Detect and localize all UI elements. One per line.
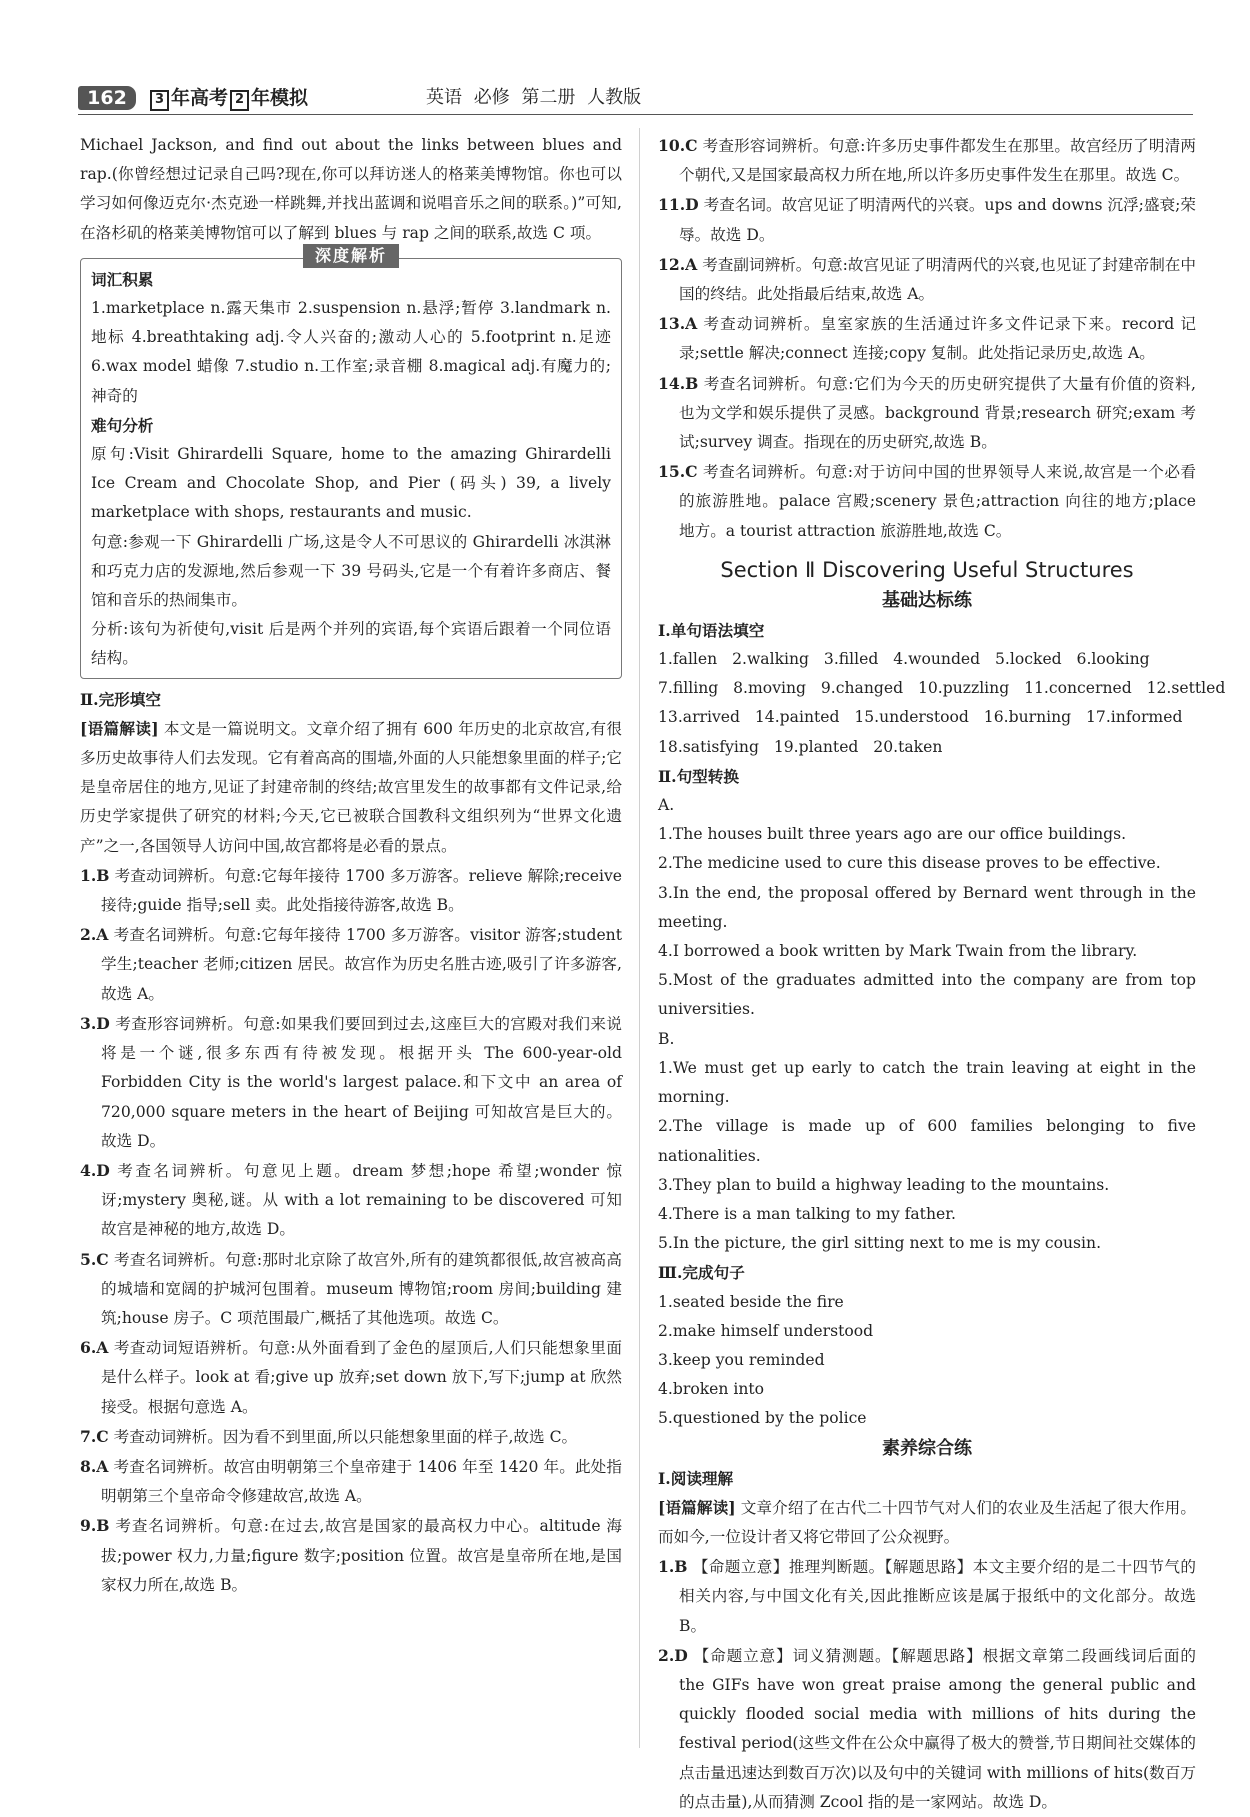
fill-row: 7.filling 8.moving 9.changed 10.puzzling 11.concerned 12.settled — [658, 679, 1226, 698]
complete-item: 4.broken into — [658, 1380, 765, 1399]
answer-number: 2.D — [658, 1645, 688, 1665]
sentence-item: 1.The houses built three years ago are our office buildings. — [658, 825, 1127, 844]
intro-paragraph: Michael Jackson, and find out about the links between blues and rap.(你曾经想过记录自己吗?现在,你可以拜访迷人的格莱美博物馆。你也可以学习如何像迈克尔·杰克逊一样跳舞,并找出蓝调和说唱音乐之间的联系。)”可知,在洛杉矶的格莱美博物馆可以了解到 blues 与 rap 之间的联系,故选 C 项。 — [80, 136, 622, 242]
answer-number: 8.A — [80, 1456, 109, 1476]
answer-text: 考查名词辨析。故宫由明朝第三个皇帝建于 1406 年至 1420 年。此处指明朝第三个皇帝命令修建故宫,故选 A。 — [101, 1457, 622, 1506]
box-title: 深度解析 — [303, 244, 399, 268]
answer-number: 11.D — [658, 195, 699, 215]
cloze-intro — [80, 714, 622, 861]
sentence-item: 2.The medicine used to cure this disease proves to be effective. — [658, 854, 1161, 873]
answer-number: 7.C — [80, 1426, 109, 1446]
answer-number: 10.C — [658, 136, 698, 155]
answer-number: 1.B — [658, 1557, 688, 1577]
answer-item — [658, 250, 1196, 309]
fill-row: 1.fallen 2.walking 3.filled 4.wounded 5.locked 6.looking — [658, 650, 1150, 669]
answer-item — [658, 190, 1196, 249]
section-title: Section Ⅱ Discovering Useful Structures — [720, 557, 1134, 582]
answer-number: 13.A — [658, 314, 698, 334]
answer-item — [80, 920, 622, 1009]
answer-text: 考查名词辨析。句意:在过去,故宫是国家的最高权力中心。altitude 海拔;power 权力,力量;figure 数字;position 位置。故宫是皇帝所在地,是国家权力所在,故选 B。 — [101, 1517, 622, 1594]
answer-item — [658, 369, 1196, 458]
answer-number: 1.B — [80, 865, 110, 885]
answer-text: 考查动词辨析。句意:它每年接待 1700 多万游客。relieve 解除;receive 接待;guide 指导;sell 卖。此处指接待游客,故选 B。 — [101, 866, 622, 915]
deep-analysis-box — [80, 245, 622, 679]
complete-item: 3.keep you reminded — [658, 1350, 825, 1369]
complete-item: 1.seated beside the fire — [658, 1292, 844, 1311]
basic-practice-title: 基础达标练 — [882, 589, 972, 611]
complete-item: 5.questioned by the police — [658, 1409, 867, 1428]
answer-item — [658, 457, 1196, 546]
answer-text: 【命题立意】推理判断题。【解题思路】本文主要介绍的是二十四节气的相关内容,与中国文化有关,因此推断应该是属于报纸中的文化部分。故选 B。 — [679, 1558, 1196, 1635]
hard-sentence-title: 难句分析 — [91, 415, 154, 435]
answer-item — [658, 309, 1196, 368]
answer-text: 考查名词。故宫见证了明清两代的兴衰。ups and downs 沉浮;盛衰;荣辱。故选 D。 — [679, 196, 1196, 244]
answer-item — [658, 1552, 1196, 1641]
brand-box-three: 3 — [150, 90, 169, 111]
part-b-label: B. — [658, 1029, 675, 1048]
answer-text: 考查动词短语辨析。句意:从外面看到了金色的屋顶后,人们只能想象里面是什么样子。look at 看;give up 放弃;set down 放下,写下;jump at 欣然接受。根据句意选 A。 — [101, 1339, 622, 1416]
answer-number: 2.A — [80, 925, 109, 945]
answer-number: 15.C — [658, 462, 698, 482]
reading-intro — [658, 1493, 1196, 1552]
book-meta: 英语 必修 第二册 人教版 — [426, 87, 642, 108]
answer-item — [80, 1422, 622, 1452]
answer-number: 9.B — [80, 1516, 110, 1536]
answer-text: 【命题立意】词义猜测题。【解题思路】根据文章第二段画线词后面的 the GIFs have won great praise among the general public and quickly flooded social media with millions of hits during the festival period(这些文件在公众中赢得了极大的赞誉,节日期间社交媒体的点击量迅速达到数百万次)以及句中的关键词 with millions of hits(数百万的点击量),从而猜测 Zcool 指的是一家网站。故选 D。 — [679, 1646, 1196, 1811]
cloze-title: Ⅱ.完形填空 — [80, 689, 161, 709]
answer-number: 6.A — [80, 1338, 109, 1358]
answer-text: 考查名词辨析。句意:那时北京除了故宫外,所有的建筑都很低,故宫被高高的城墙和宽阔的护城河包围着。museum 博物馆;room 房间;building 建筑;house 房子。C 项范围最广,概括了其他选项。故选 C。 — [101, 1250, 622, 1327]
column-divider — [639, 128, 640, 1748]
answer-item — [80, 1333, 622, 1422]
answer-item — [80, 1009, 622, 1156]
cloze-tag: [语篇解读] — [80, 718, 159, 738]
sentence-item: 4.I borrowed a book written by Mark Twain from the library. — [658, 942, 1138, 961]
sentence-item: 3.They plan to build a highway leading to the mountains. — [658, 1175, 1110, 1194]
answer-text: 考查形容词辨析。句意:许多历史事件都发生在那里。故宫经历了明清两个朝代,又是国家最高权力所在地,所以许多历史事件发生在那里。故选 C。 — [679, 137, 1196, 185]
sentence-item: 1.We must get up early to catch the train leaving at eight in the morning. — [658, 1058, 1196, 1107]
answer-item — [658, 131, 1196, 190]
hard-analysis: 分析:该句为祈使句,visit 后是两个并列的宾语,每个宾语后跟着一个同位语结构。 — [91, 620, 611, 668]
answer-text: 考查形容词辨析。句意:如果我们要回到过去,这座巨大的宫殿对我们来说将是一个谜,很多东西有待被发现。根据开头 The 600-year-old Forbidden City is the world's largest palace.和下文中 an area of 720,000 square meters in the heart of Beijing 可知故宫是巨大的。故选 D。 — [101, 1014, 622, 1150]
sentence-item: 5.In the picture, the girl sitting next to me is my cousin. — [658, 1234, 1102, 1253]
answer-text: 考查名词辨析。句意:对于访问中国的世界领导人来说,故宫是一个必看的旅游胜地。palace 宫殿;scenery 景色;attraction 向往的地方;place 地方。a tourist attraction 旅游胜地,故选 C。 — [679, 463, 1196, 540]
reading-text: 文章介绍了在古代二十四节气对人们的农业及生活起了很大作用。而如今,一位设计者又将它带回了公众视野。 — [658, 1498, 1196, 1546]
answer-item — [80, 1245, 622, 1334]
page-header — [78, 84, 1193, 115]
sentence-item: 3.In the end, the proposal offered by Bernard went through in the meeting. — [658, 883, 1196, 931]
fill-row: 18.satisfying 19.planted 20.taken — [658, 737, 943, 756]
right-column — [658, 131, 1226, 1817]
left-column — [80, 131, 622, 1600]
complete-title: Ⅲ.完成句子 — [658, 1263, 745, 1283]
answer-number: 5.C — [80, 1249, 109, 1269]
reading-title: Ⅰ.阅读理解 — [658, 1468, 734, 1488]
answer-text: 考查名词辨析。句意见上题。dream 梦想;hope 希望;wonder 惊讶;mystery 奥秘,谜。从 with a lot remaining to be discovered 可知故宫是神秘的地方,故选 D。 — [101, 1161, 622, 1239]
sentence-item: 2.The village is made up of 600 families belonging to five nationalities. — [658, 1117, 1196, 1165]
answer-number: 4.D — [80, 1160, 110, 1180]
answer-number: 14.B — [658, 373, 699, 393]
brand-text-moni: 年模拟 — [251, 87, 309, 109]
brand-box-two: 2 — [230, 90, 249, 111]
answer-item — [80, 1511, 622, 1600]
fill-row: 13.arrived 14.painted 15.understood 16.burning 17.informed — [658, 708, 1183, 727]
cloze-text: 本文是一篇说明文。文章介绍了拥有 600 年历史的北京故宫,有很多历史故事待人们去发现。它有着高高的围墙,外面的人只能想象里面的样子;它是皇帝居住的地方,见证了封建帝制的终结;故宫里发生的故事都有文件记录,给历史学家提供了研究的材料;今天,它已被联合国教科文组织列为“世界文化遗产”之一,各国领导人访问中国,故宫都将是必看的景点。 — [80, 719, 622, 855]
sentence-item: 5.Most of the graduates admitted into the company are from top universities. — [658, 971, 1196, 1019]
answer-item — [80, 1156, 622, 1245]
part-a-label: A. — [658, 796, 675, 815]
answer-text: 考查名词辨析。句意:它们为今天的历史研究提供了大量有价值的资料,也为文学和娱乐提供了灵感。background 背景;research 研究;exam 考试;survey 调查。指现在的历史研究,故选 B。 — [679, 374, 1196, 452]
vocab-text: 1.marketplace n.露天集市 2.suspension n.悬浮;暂停 3.landmark n.地标 4.breathtaking adj.令人兴奋的;激动人心的 5.footprint n.足迹 6.wax model 蜡像 7.studio n.工作室;录音棚 8.magical adj.有魔力的;神奇的 — [91, 299, 611, 405]
answer-text: 考查名词辨析。句意:它每年接待 1700 多万游客。visitor 游客;student 学生;teacher 老师;citizen 居民。故宫作为历史名胜古迹,吸引了许多游客,故选 A。 — [101, 926, 622, 1003]
reading-tag: [语篇解读] — [658, 1497, 736, 1517]
answer-item — [658, 1641, 1196, 1817]
book-brand — [148, 84, 308, 112]
sentence-item: 4.There is a man talking to my father. — [658, 1204, 956, 1223]
hard-meaning: 句意:参观一下 Ghirardelli 广场,这是令人不可思议的 Ghirardelli 冰淇淋和巧克力店的发源地,然后参观一下 39 号码头,它是一个有着许多商店、餐馆和音乐的热闹集市。 — [91, 532, 611, 610]
vocab-title: 词汇积累 — [91, 269, 154, 289]
answer-text: 考查动词辨析。皇室家族的生活通过许多文件记录下来。record 记录;settle 解决;connect 连接;copy 复制。此处指记录历史,故选 A。 — [679, 315, 1196, 363]
answer-item — [80, 861, 622, 920]
answer-text: 考查副词辨析。句意:故宫见证了明清两代的兴衰,也见证了封建帝制在中国的终结。此处指最后结束,故选 A。 — [679, 255, 1196, 304]
literacy-practice-title: 素养综合练 — [882, 1437, 972, 1459]
fill-title: Ⅰ.单句语法填空 — [658, 620, 765, 640]
hard-original: 原句:Visit Ghirardelli Square, home to the amazing Ghirardelli Ice Cream and Chocolate Shop, and Pier (码头) 39, a lively marketplace with shops, restaurants and music. — [91, 445, 611, 522]
answer-number: 3.D — [80, 1013, 110, 1033]
brand-text-gaokao: 年高考 — [171, 87, 229, 109]
answer-item — [80, 1452, 622, 1511]
answer-text: 考查动词辨析。因为看不到里面,所以只能想象里面的样子,故选 C。 — [113, 1427, 578, 1446]
page-number: 162 — [78, 86, 136, 110]
answer-number: 12.A — [658, 254, 698, 274]
complete-item: 2.make himself understood — [658, 1321, 874, 1340]
transform-title: Ⅱ.句型转换 — [658, 766, 739, 786]
